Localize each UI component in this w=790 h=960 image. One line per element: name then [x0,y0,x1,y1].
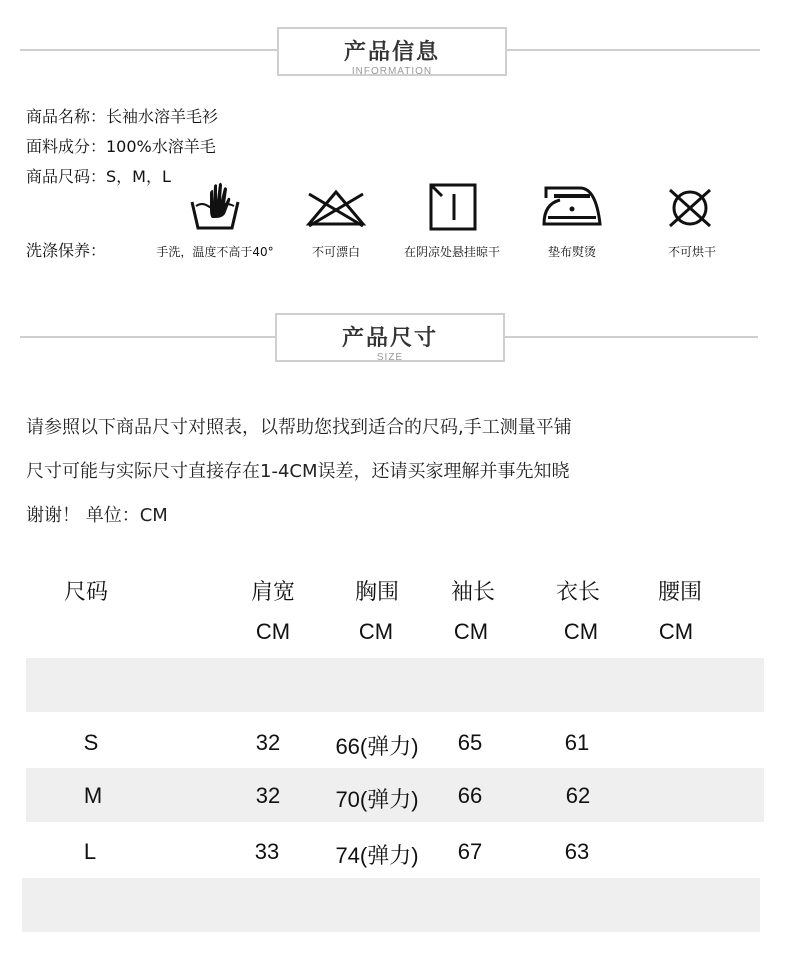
section-subtitle: INFORMATION [351,66,433,77]
iron-icon [540,184,606,228]
table-band [22,878,760,932]
table-unit-shoulder: CM [255,619,291,644]
care-text-shade-dry: 在阴凉处悬挂晾干 [403,245,501,259]
table-header-chest: 胸围 [354,580,400,605]
section-divider-right [502,336,758,338]
table-cell-length: 62 [565,783,591,808]
table-cell-size: M [83,783,103,808]
table-cell-shoulder: 32 [255,783,281,808]
hand-wash-icon [188,180,242,232]
table-cell-size: L [83,839,97,864]
table-unit-waist: CM [658,619,694,644]
table-unit-sleeve: CM [453,619,489,644]
shade-dry-icon [428,182,478,232]
table-cell-sleeve: 65 [457,730,483,755]
care-label: 洗涤保养： [26,241,107,260]
table-cell-chest: 70(弹力) [335,787,419,812]
section-subtitle: SIZE [376,352,404,363]
size-note-3: 谢谢！ 单位：CM [26,505,168,526]
table-cell-length: 61 [564,730,590,755]
no-tumble-dry-icon [664,184,716,232]
table-unit-chest: CM [358,619,394,644]
table-header-size: 尺码 [63,580,109,605]
table-cell-shoulder: 33 [254,839,280,864]
table-band [26,658,764,712]
table-cell-length: 63 [564,839,590,864]
table-unit-length: CM [563,619,599,644]
table-cell-sleeve: 67 [457,839,483,864]
table-header-shoulder: 肩宽 [250,580,296,605]
care-text-no-tumble-dry: 不可烘干 [667,245,717,259]
section-title: 产品尺寸 [341,326,438,351]
product-material: 面料成分：100%水溶羊毛 [26,137,216,156]
table-cell-chest: 74(弹力) [335,843,419,868]
section-title: 产品信息 [343,40,440,65]
table-header-sleeve: 袖长 [450,580,496,605]
table-cell-shoulder: 32 [255,730,281,755]
section-header-size [275,313,505,362]
section-divider-left [20,336,278,338]
no-bleach-icon [305,188,367,228]
size-note-2: 尺寸可能与实际尺寸直接存在1-4CM误差，还请买家理解并事先知晓 [26,461,570,482]
care-text-iron: 垫布熨烫 [547,245,597,259]
section-header-info [277,27,507,76]
product-sizes: 商品尺码：S，M，L [26,167,171,186]
product-name: 商品名称：长袖水溶羊毛衫 [26,107,219,126]
table-cell-size: S [83,730,99,755]
section-divider-right [506,49,760,51]
size-note-1: 请参照以下商品尺寸对照表，以帮助您找到适合的尺码,手工测量平铺 [26,417,572,438]
table-cell-sleeve: 66 [457,783,483,808]
section-divider-left [20,49,278,51]
care-text-no-bleach: 不可漂白 [311,245,361,259]
care-text-hand-wash: 手洗，温度不高于40° [156,245,274,259]
table-header-waist: 腰围 [657,580,703,605]
table-header-length: 衣长 [555,580,601,605]
table-cell-chest: 66(弹力) [335,734,419,759]
